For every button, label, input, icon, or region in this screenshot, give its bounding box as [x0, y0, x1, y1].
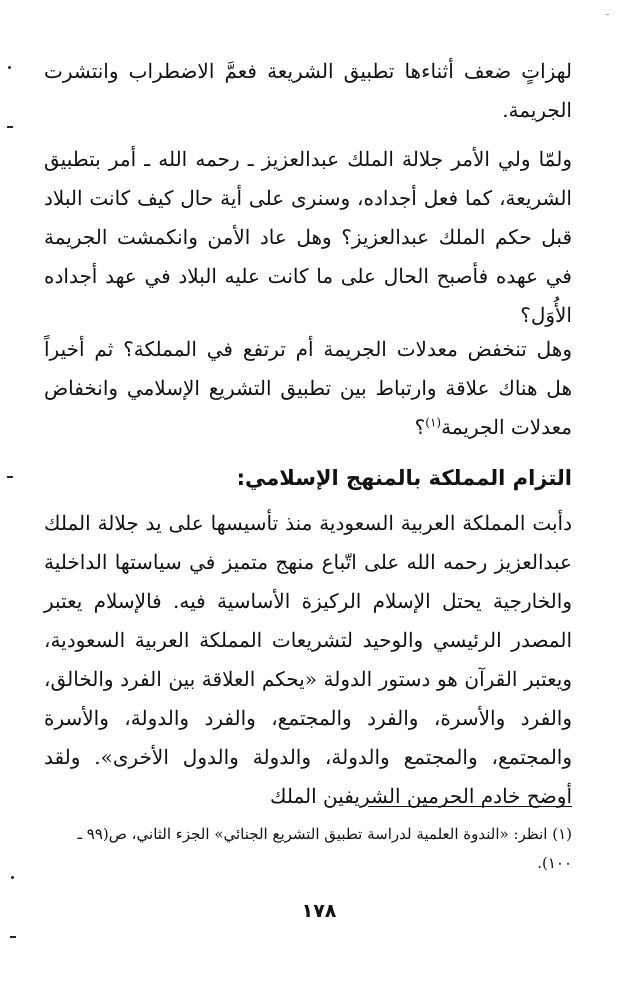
paragraph-3	[44, 330, 572, 447]
scan-mark	[7, 476, 13, 478]
footnote: (١) انظر: «الندوة العلمية لدراسة تطبيق التشريع الجنائي» الجزء الثاني، ص(٩٩ ـ ١٠٠).	[77, 825, 572, 872]
paragraph-3-text: وهل تنخفض معدلات الجريمة أم ترتفع في المملكة؟ ثم أخيراً هل هناك علاقة وارتباط بين تطبيق التشريع الإسلامي وانخفاض معدلات الجريمة	[44, 337, 572, 439]
scan-mark	[10, 936, 16, 938]
paragraph-4: دأبت المملكة العربية السعودية منذ تأسيسها على يد جلالة الملك عبدالعزيز رحمه الله على اتّباع منهج متميز في سياستها الداخلية والخارجية يحتل الإسلام الركيزة الأساسية فيه. فالإسلام يعتبر المصدر الرئيسي والوحيد لتشريعات المملكة العربية السعودية، ويعتبر القرآن هو دستور الدولة «يحكم العلاقة بين الفرد والخالق، والفرد والأسرة، والفرد والمجتمع، والفرد والدولة، والأسرة والمجتمع، والمجتمع والدولة، والدولة والدول الأخرى». ولقد أوضح خادم الحرمين الشريفين الملك	[44, 511, 572, 808]
paragraph-1: لهزاتٍ ضعف أثناءها تطبيق الشريعة فعمَّ الاضطراب وانتشرت الجريمة.	[44, 59, 572, 122]
footnote-reference[interactable]: (١)	[425, 415, 442, 430]
scan-mark	[7, 126, 13, 128]
scan-mark	[606, 14, 609, 15]
scan-mark	[8, 66, 11, 69]
paragraph-3-end: ؟	[414, 415, 426, 439]
scan-mark	[11, 876, 14, 879]
paragraph-2: ولمّا ولي الأمر جلالة الملك عبدالعزيز ـ رحمه الله ـ أمر بتطبيق الشريعة، كما فعل أجداده، وسنرى على أية حال كيف كانت البلاد قبل حكم الملك عبدالعزيز؟ وهل عاد الأمن وانكمشت الجريمة في عهده فأصبح الحال على ما كانت عليه البلاد في عهد أجداده الأُوَل؟	[44, 147, 572, 327]
footnote-divider	[368, 806, 572, 807]
page-number: ١٧٨	[301, 900, 337, 922]
section-heading: التزام المملكة بالمنهج الإسلامي:	[236, 466, 572, 490]
